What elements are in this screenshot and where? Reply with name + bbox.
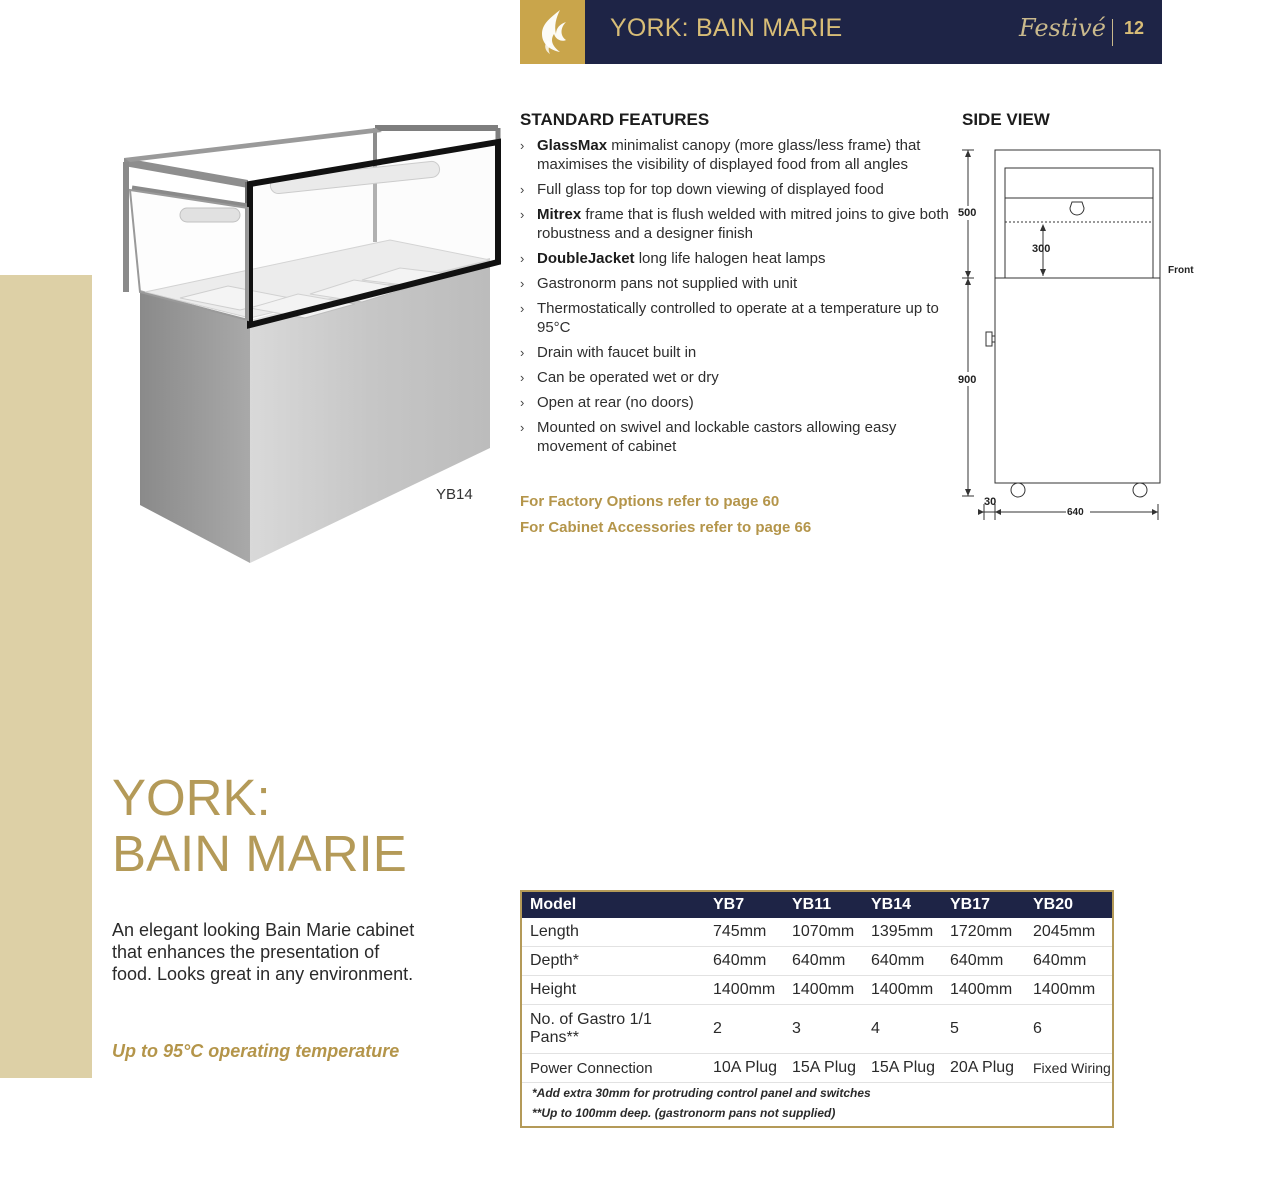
dim-900: 900 [958,374,977,386]
list-item: › Open at rear (no doors) [520,393,952,412]
header-logo [520,0,585,64]
table-header: YB20 [1025,892,1112,918]
table-header: YB17 [942,892,1025,918]
table-row: No. of Gastro 1/1 Pans** 2 3 4 5 6 [522,1005,1112,1054]
list-item: › Gastronorm pans not supplied with unit [520,274,952,293]
section-title: YORK: BAIN MARIE [112,769,407,882]
dim-30: 30 [984,496,997,508]
table-row: Length 745mm 1070mm 1395mm 1720mm 2045mm [522,918,1112,947]
side-accent-band [0,275,92,1078]
page-title: YORK: BAIN MARIE [610,14,843,42]
table-header: Model [522,892,705,918]
table-header: YB11 [784,892,863,918]
front-label: Front [1168,265,1194,276]
flame-icon [520,0,585,64]
dim-500: 500 [958,207,977,219]
table-footnote: *Add extra 30mm for protruding control panel and switches [532,1086,871,1100]
side-view-heading: SIDE VIEW [962,110,1050,129]
spec-table-box [520,890,1114,1128]
list-item: › Can be operated wet or dry [520,368,952,387]
side-view-diagram [950,138,1210,523]
table-row: Depth* 640mm 640mm 640mm 640mm 640mm [522,947,1112,976]
factory-options-link[interactable]: For Factory Options refer to page 60 [520,493,780,510]
table-footnote: **Up to 100mm deep. (gastronorm pans not supplied) [532,1106,836,1120]
list-item: › GlassMax minimalist canopy (more glass/less frame) that maximises the visibility of displayed food from all angles [520,136,952,174]
dim-640: 640 [1067,507,1084,518]
product-description: An elegant looking Bain Marie cabinet that enhances the presentation of food. Looks great in any environment. [112,920,415,984]
features-list [520,136,952,462]
dim-300: 300 [1032,243,1051,255]
list-item: › Mounted on swivel and lockable castors allowing easy movement of cabinet [520,418,952,456]
table-header: YB14 [863,892,942,918]
list-item: › Thermostatically controlled to operate at a temperature up to 95°C [520,299,952,337]
list-item: › Drain with faucet built in [520,343,952,362]
temperature-highlight: Up to 95°C operating temperature [112,1041,400,1061]
list-item: › Mitrex frame that is flush welded with mitred joins to give both robustness and a designer finish [520,205,952,243]
features-heading: STANDARD FEATURES [520,110,710,129]
spec-table [522,892,1112,1083]
table-header: YB7 [705,892,784,918]
page-number: 12 [1124,18,1145,38]
brand-name: Festivé [1019,14,1106,42]
table-header-row [522,892,1112,918]
list-item: › DoubleJacket long life halogen heat lamps [520,249,952,268]
cabinet-accessories-link[interactable]: For Cabinet Accessories refer to page 66 [520,519,812,536]
table-row: Power Connection 10A Plug 15A Plug 15A Plug 20A Plug Fixed Wiring [522,1054,1112,1083]
table-row: Height 1400mm 1400mm 1400mm 1400mm 1400mm [522,976,1112,1005]
header-divider [1112,19,1113,46]
product-image [100,110,520,580]
list-item: › Full glass top for top down viewing of displayed food [520,180,952,199]
product-model-label: YB14 [436,486,473,503]
